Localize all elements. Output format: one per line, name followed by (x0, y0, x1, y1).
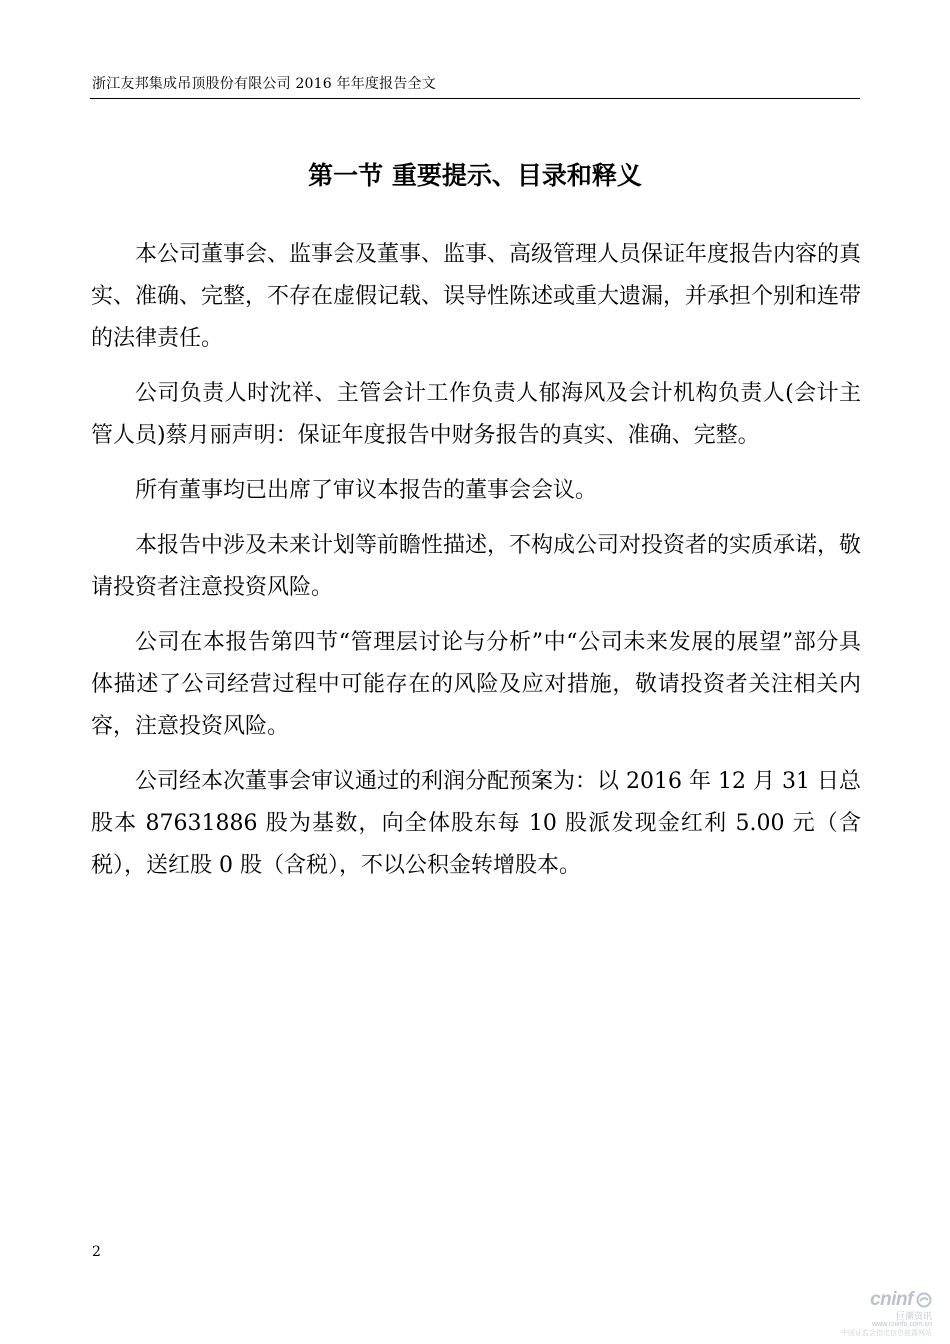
cninfo-watermark (817, 1289, 932, 1338)
header-divider (90, 98, 860, 99)
watermark-url: www.cninfo.com.cn (872, 1321, 932, 1328)
swirl-logo-icon (916, 1292, 932, 1308)
paragraph-profit-distribution: 公司经本次董事会审议通过的利润分配预案为：以 2016 年 12 月 31 日总股本 87631886 股为基数，向全体股东每 10 股派发现金红利 5.00 元（含税），送红股 0 股（含税），不以公积金转增股本。 (91, 769, 861, 878)
watermark-name: 巨潮资讯 (895, 1311, 932, 1321)
document-body (91, 234, 861, 900)
watermark-logo (817, 1289, 932, 1311)
watermark-brand: cninf (870, 1289, 913, 1310)
paragraph-responsibility: 本公司董事会、监事会及董事、监事、高级管理人员保证年度报告内容的真实、准确、完整，不存在虚假记载、误导性陈述或重大遗漏，并承担个别和连带的法律责任。 (91, 242, 862, 351)
paragraph-forward-looking: 本报告中涉及未来计划等前瞻性描述，不构成公司对投资者的实质承诺，敬请投资者注意投资风险。 (91, 533, 862, 600)
watermark-tagline: 中国证监会指定信息披露网站 (841, 1330, 932, 1337)
paragraph-attendance: 所有董事均已出席了审议本报告的董事会会议。 (135, 478, 598, 503)
section-title: 第一节 重要提示、目录和释义 (308, 161, 642, 190)
paragraph-risk-notice: 公司在本报告第四节“管理层讨论与分析”中“公司未来发展的展望”部分具体描述了公司经营过程中可能存在的风险及应对措施，敬请投资者关注相关内容，注意投资风险。 (91, 630, 861, 739)
page-number: 2 (92, 1244, 101, 1260)
running-header: 浙江友邦集成吊顶股份有限公司 2016 年年度报告全文 (92, 76, 436, 92)
paragraph-declaration: 公司负责人时沈祥、主管会计工作负责人郁海风及会计机构负责人(会计主管人员)蔡月丽声明：保证年度报告中财务报告的真实、准确、完整。 (91, 381, 861, 448)
